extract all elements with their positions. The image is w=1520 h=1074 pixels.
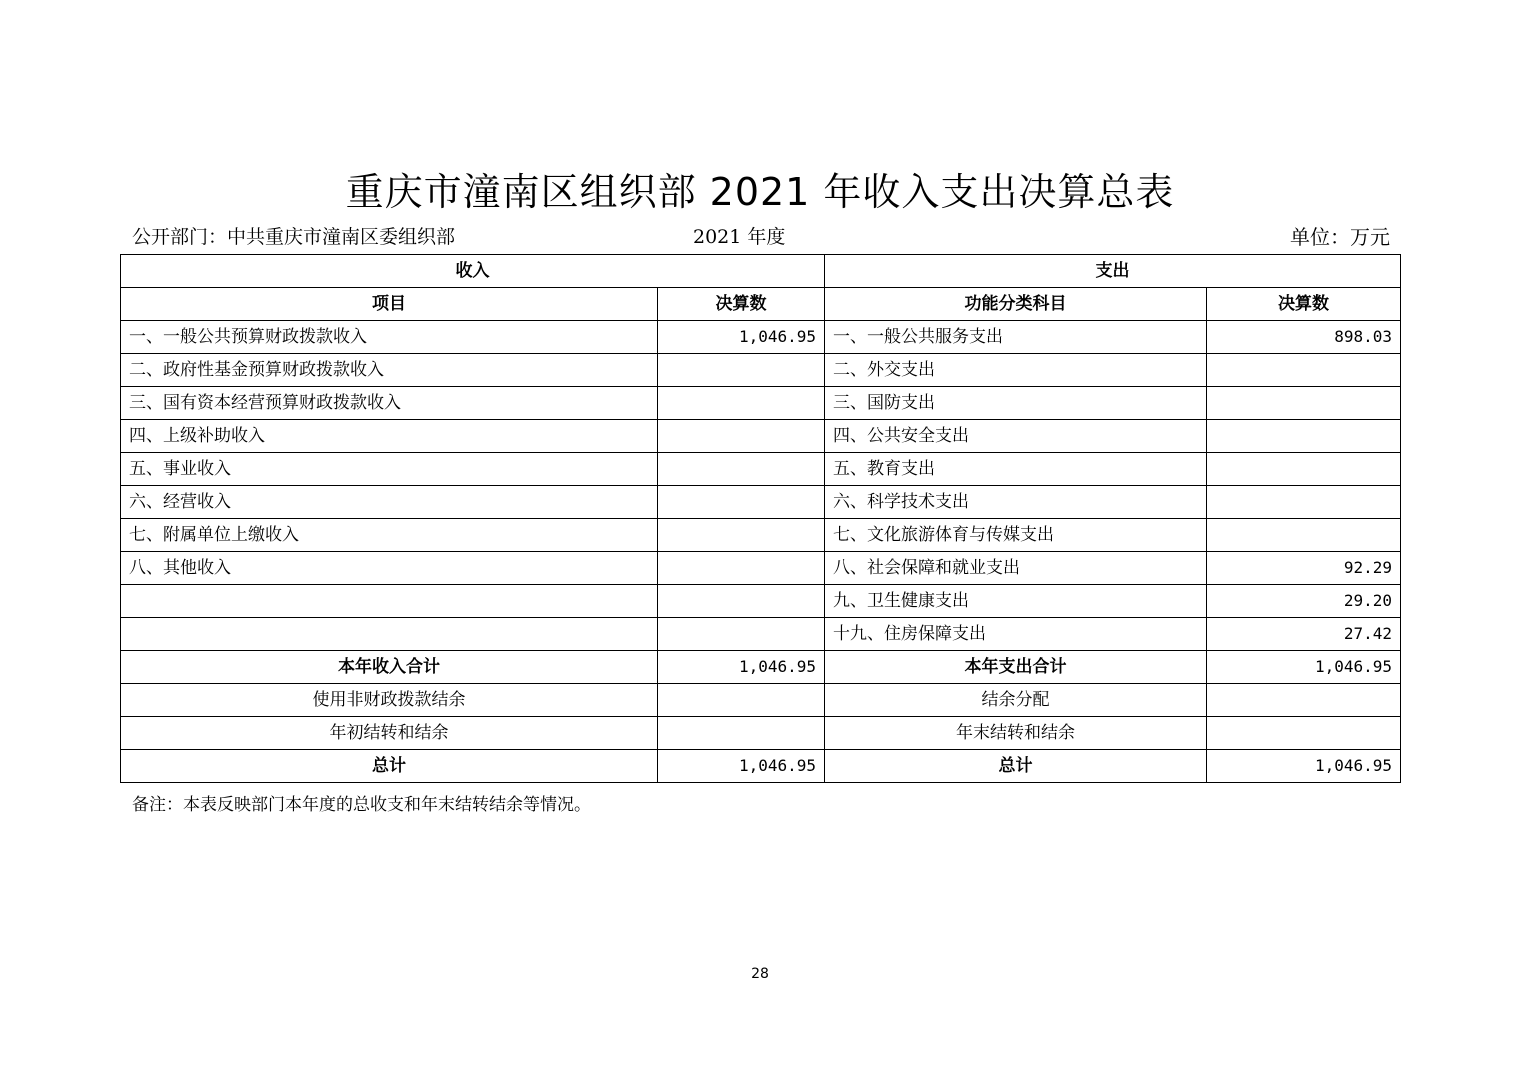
nonfiscal-balance-amount [658, 684, 825, 717]
column-header-expense-amount: 决算数 [1207, 288, 1401, 321]
table-footnote: 备注：本表反映部门本年度的总收支和年末结转结余等情况。 [132, 795, 591, 815]
income-item: 四、上级补助收入 [121, 420, 658, 453]
table-row [121, 552, 1401, 585]
expense-amount [1207, 354, 1401, 387]
department-label: 公开部门：中共重庆市潼南区委组织部 [132, 226, 456, 248]
surplus-distribution-amount [1207, 684, 1401, 717]
expense-section-header: 支出 [825, 255, 1401, 288]
year-income-total: 1,046.95 [658, 651, 825, 684]
grand-total-expense-label: 总计 [825, 750, 1207, 783]
year-income-total-label: 本年收入合计 [121, 651, 658, 684]
fiscal-year-label: 2021 年度 [693, 226, 786, 248]
income-amount [658, 387, 825, 420]
unit-label: 单位：万元 [1290, 225, 1390, 249]
expense-item: 四、公共安全支出 [825, 420, 1207, 453]
income-section-header: 收入 [121, 255, 825, 288]
expense-amount: 29.20 [1207, 585, 1401, 618]
table-column-header-row [121, 288, 1401, 321]
table-row [121, 420, 1401, 453]
nonfiscal-balance-label: 使用非财政拨款结余 [121, 684, 658, 717]
carryover-row [121, 717, 1401, 750]
grand-total-row [121, 750, 1401, 783]
closing-balance-label: 年末结转和结余 [825, 717, 1207, 750]
expense-amount [1207, 519, 1401, 552]
income-item: 三、国有资本经营预算财政拨款收入 [121, 387, 658, 420]
income-item: 五、事业收入 [121, 453, 658, 486]
page-number: 28 [751, 966, 769, 982]
table-row [121, 453, 1401, 486]
expense-amount: 898.03 [1207, 321, 1401, 354]
surplus-distribution-label: 结余分配 [825, 684, 1207, 717]
column-header-item: 项目 [121, 288, 658, 321]
grand-total-income-label: 总计 [121, 750, 658, 783]
page-title: 重庆市潼南区组织部 2021 年收入支出决算总表 [345, 170, 1175, 214]
income-amount [658, 618, 825, 651]
income-amount [658, 585, 825, 618]
income-item [121, 585, 658, 618]
expense-item: 一、一般公共服务支出 [825, 321, 1207, 354]
income-amount [658, 519, 825, 552]
income-amount: 1,046.95 [658, 321, 825, 354]
table-row [121, 321, 1401, 354]
expense-item: 八、社会保障和就业支出 [825, 552, 1207, 585]
opening-balance-label: 年初结转和结余 [121, 717, 658, 750]
opening-balance-amount [658, 717, 825, 750]
expense-item: 二、外交支出 [825, 354, 1207, 387]
column-header-income-amount: 决算数 [658, 288, 825, 321]
table-section-header-row [121, 255, 1401, 288]
expense-item: 十九、住房保障支出 [825, 618, 1207, 651]
income-amount [658, 453, 825, 486]
income-item: 一、一般公共预算财政拨款收入 [121, 321, 658, 354]
table-row [121, 618, 1401, 651]
income-amount [658, 354, 825, 387]
table-row [121, 354, 1401, 387]
income-item: 二、政府性基金预算财政拨款收入 [121, 354, 658, 387]
expense-item: 七、文化旅游体育与传媒支出 [825, 519, 1207, 552]
budget-summary-table [120, 254, 1401, 783]
grand-total-income: 1,046.95 [658, 750, 825, 783]
expense-item: 九、卫生健康支出 [825, 585, 1207, 618]
table-row [121, 387, 1401, 420]
expense-amount: 27.42 [1207, 618, 1401, 651]
closing-balance-amount [1207, 717, 1401, 750]
expense-amount [1207, 420, 1401, 453]
expense-amount [1207, 387, 1401, 420]
table-row [121, 519, 1401, 552]
year-expense-total-label: 本年支出合计 [825, 651, 1207, 684]
year-total-row [121, 651, 1401, 684]
table-row [121, 585, 1401, 618]
income-amount [658, 420, 825, 453]
column-header-function: 功能分类科目 [825, 288, 1207, 321]
income-item [121, 618, 658, 651]
grand-total-expense: 1,046.95 [1207, 750, 1401, 783]
table-row [121, 486, 1401, 519]
expense-amount [1207, 453, 1401, 486]
expense-amount [1207, 486, 1401, 519]
income-item: 八、其他收入 [121, 552, 658, 585]
expense-item: 五、教育支出 [825, 453, 1207, 486]
income-amount [658, 486, 825, 519]
income-item: 六、经营收入 [121, 486, 658, 519]
expense-item: 三、国防支出 [825, 387, 1207, 420]
balance-usage-row [121, 684, 1401, 717]
income-item: 七、附属单位上缴收入 [121, 519, 658, 552]
income-amount [658, 552, 825, 585]
expense-item: 六、科学技术支出 [825, 486, 1207, 519]
expense-amount: 92.29 [1207, 552, 1401, 585]
year-expense-total: 1,046.95 [1207, 651, 1401, 684]
